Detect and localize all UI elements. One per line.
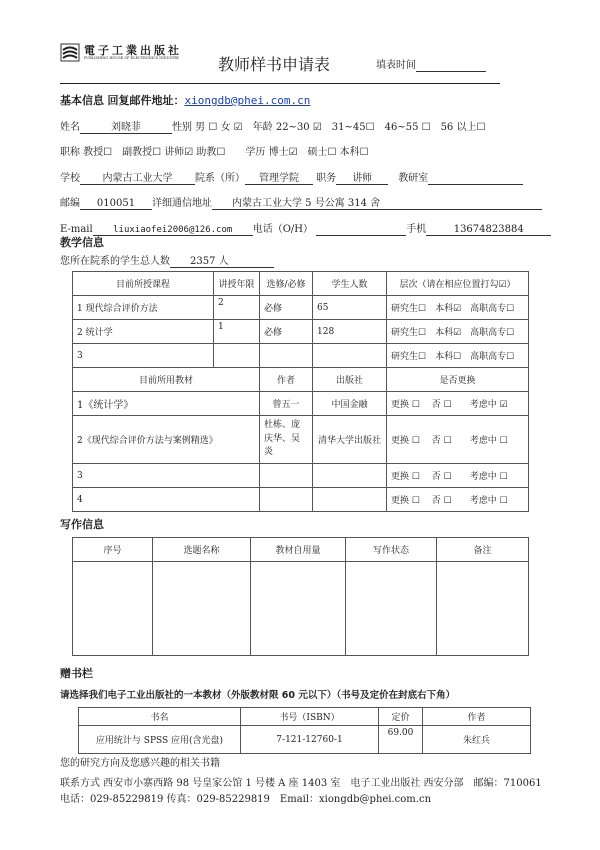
teaching-table: [72, 271, 529, 512]
course-name[interactable]: 3: [73, 344, 214, 368]
book-publisher[interactable]: 中国金融: [313, 392, 387, 416]
course-years[interactable]: [214, 344, 260, 368]
email-field[interactable]: liuxiaofei2006@126.com: [93, 225, 253, 236]
course-years[interactable]: 1: [214, 320, 260, 344]
name-label: 姓名: [60, 122, 80, 133]
course-level-options[interactable]: 研究生☐ 本科☐ 高职高专☐: [387, 344, 529, 368]
school-label: 学校: [60, 173, 80, 184]
writing-cell[interactable]: [346, 562, 437, 656]
fill-time-field[interactable]: [376, 56, 486, 72]
header-cell: 选题名称: [153, 538, 251, 562]
office-field[interactable]: [428, 173, 523, 185]
school-row: [60, 169, 523, 185]
school-field[interactable]: 内蒙古工业大学: [80, 169, 195, 185]
header-cell: 作者: [260, 368, 313, 392]
course-row: [73, 320, 529, 344]
students-label: 您所在院系的学生总人数: [60, 256, 170, 267]
section-teaching-heading: 教学信息: [60, 236, 104, 249]
gift-header-row: [79, 708, 531, 726]
course-students[interactable]: 128: [313, 320, 387, 344]
header-cell: 教材自用量: [251, 538, 346, 562]
header-cell: 序号: [73, 538, 153, 562]
book-publisher[interactable]: [313, 488, 387, 512]
course-row: [73, 344, 529, 368]
course-type[interactable]: 必修: [260, 296, 313, 320]
header-cell: 讲授年限: [214, 272, 260, 296]
mobile-label: 手机: [406, 224, 427, 235]
book-row: [73, 392, 529, 416]
gift-row: [79, 726, 531, 754]
section-gift-heading: 赠书栏: [60, 667, 93, 680]
course-level-options[interactable]: 研究生☐ 本科☑ 高职高专☐: [387, 320, 529, 344]
reply-email-link[interactable]: xiongdb@phei.com.cn: [184, 94, 311, 107]
course-level-options[interactable]: 研究生☐ 本科☑ 高职高专☐: [387, 296, 529, 320]
writing-cell[interactable]: [153, 562, 251, 656]
header-cell: 是否更换: [387, 368, 529, 392]
address-field[interactable]: 内蒙古工业大学 5 号公寓 314 舍: [212, 194, 542, 210]
book-change-options[interactable]: 更换 ☐ 否 ☐ 考虑中 ☐: [387, 416, 529, 464]
gift-instruction: 请选择我们电子工业出版社的一本教材（外版教材限 60 元以下）（书号及定价在封底右下角）: [60, 690, 456, 701]
office-label: 教研室: [398, 173, 429, 184]
logo-icon: [60, 42, 82, 64]
header-cell: 写作状态: [346, 538, 437, 562]
header-cell: 学生人数: [313, 272, 387, 296]
book-author[interactable]: 曾五一: [260, 392, 313, 416]
course-row: [73, 296, 529, 320]
header-cell: 层次（请在相应位置打勾☑）: [387, 272, 529, 296]
position-label: 职务: [316, 173, 337, 184]
book-row: [73, 416, 529, 464]
book-header-row: [73, 368, 529, 392]
writing-cell[interactable]: [73, 562, 153, 656]
header-cell: 书名: [79, 708, 241, 726]
zip-row: [60, 194, 542, 210]
header-divider: [60, 83, 500, 84]
position-field[interactable]: 讲师: [336, 169, 388, 185]
header-cell: 出版社: [313, 368, 387, 392]
gift-price[interactable]: 69.00: [379, 726, 423, 754]
header-cell: 作者: [423, 708, 531, 726]
section-writing-heading: 写作信息: [60, 518, 104, 531]
students-row: [60, 252, 274, 268]
section-basic-heading: 基本信息: [60, 94, 104, 107]
book-author[interactable]: [260, 464, 313, 488]
footer-phone: 电话：029-85229819 传真：029-85229819 Email：xiongdb@phei.com.cn: [60, 794, 432, 805]
writing-cell[interactable]: [251, 562, 346, 656]
header-cell: 选修/必修: [260, 272, 313, 296]
writing-table: [72, 537, 529, 656]
mobile-field[interactable]: 13674823884: [426, 224, 551, 236]
book-change-options[interactable]: 更换 ☐ 否 ☐ 考虑中 ☑: [387, 392, 529, 416]
book-change-options[interactable]: 更换 ☐ 否 ☐ 考虑中 ☐: [387, 488, 529, 512]
phone-label: 电话（O/H）: [252, 224, 314, 235]
header-cell: 目前所授课程: [73, 272, 214, 296]
email-row: [60, 220, 551, 236]
email-label: E-mail: [60, 224, 93, 235]
course-header-row: [73, 272, 529, 296]
gift-table: [78, 707, 531, 754]
course-students[interactable]: [313, 344, 387, 368]
zip-field[interactable]: 010051: [80, 198, 152, 210]
dept-label: 院系（所）: [195, 173, 245, 184]
header-cell: 备注: [437, 538, 529, 562]
course-type[interactable]: [260, 344, 313, 368]
fill-time-label: 填表时间: [376, 60, 416, 71]
book-title[interactable]: 4: [73, 488, 260, 512]
publisher-logo: [60, 42, 180, 64]
book-title[interactable]: 3: [73, 464, 260, 488]
book-change-options[interactable]: 更换 ☐ 否 ☐ 考虑中 ☐: [387, 464, 529, 488]
zip-label: 邮编: [60, 198, 80, 209]
title-degree-options[interactable]: 职称 教授☐ 副教授☐ 讲师☑ 助教☐ 学历 博士☑ 硕士☐ 本科☐: [60, 147, 369, 158]
book-title[interactable]: 2《现代综合评价方法与案例精选》: [73, 416, 260, 464]
gift-isbn[interactable]: 7-121-12760-1: [241, 726, 379, 754]
course-type[interactable]: 必修: [260, 320, 313, 344]
age-options[interactable]: 年龄 22~30 ☑ 31~45☐ 46~55 ☐ 56 以上☐: [252, 122, 486, 133]
header-cell: 书号（ISBN）: [241, 708, 379, 726]
footer-contact: 联系方式 西安市小寨西路 98 号皇家公馆 1 号楼 A 座 1403 室 电子工业出版社 西安分部 邮编：710061: [60, 778, 542, 789]
reply-label: 回复邮件地址：: [107, 94, 185, 107]
writing-cell[interactable]: [437, 562, 529, 656]
phone-field[interactable]: [316, 224, 406, 236]
writing-row: [73, 562, 529, 656]
gender-options[interactable]: 性别 男 ☐ 女 ☑: [172, 122, 243, 133]
gift-book-title[interactable]: 应用统计与 SPSS 应用(含光盘): [79, 726, 241, 754]
book-row: [73, 464, 529, 488]
gift-author[interactable]: 朱红兵: [423, 726, 531, 754]
publisher-name-en: PUBLISHING HOUSE OF ELECTRONICS INDUSTRY: [84, 56, 180, 60]
book-publisher[interactable]: [313, 464, 387, 488]
writing-header-row: [73, 538, 529, 562]
address-label: 详细通信地址: [152, 198, 212, 209]
course-name[interactable]: 2 统计学: [73, 320, 214, 344]
book-author[interactable]: 杜栋、庞庆华、吴炎: [260, 416, 313, 464]
research-label: 您的研究方向及您感兴趣的相关书籍: [60, 758, 220, 769]
book-author[interactable]: [260, 488, 313, 512]
course-years[interactable]: 2: [214, 296, 260, 320]
book-publisher[interactable]: 清华大学出版社: [313, 416, 387, 464]
header-cell: 定价: [379, 708, 423, 726]
book-title[interactable]: 1《统计学》: [73, 392, 260, 416]
course-students[interactable]: 65: [313, 296, 387, 320]
name-row: [60, 118, 485, 134]
header-cell: 目前所用教材: [73, 368, 260, 392]
publisher-name: 電子工業出版社: [84, 44, 182, 57]
dept-field[interactable]: 管理学院: [245, 169, 313, 185]
book-row: [73, 488, 529, 512]
students-field[interactable]: 2357 人: [170, 252, 274, 268]
name-field[interactable]: 刘晓菲: [80, 118, 172, 134]
page-title: 教师样书申请表: [218, 55, 331, 74]
course-name[interactable]: 1 现代综合评价方法: [73, 296, 214, 320]
